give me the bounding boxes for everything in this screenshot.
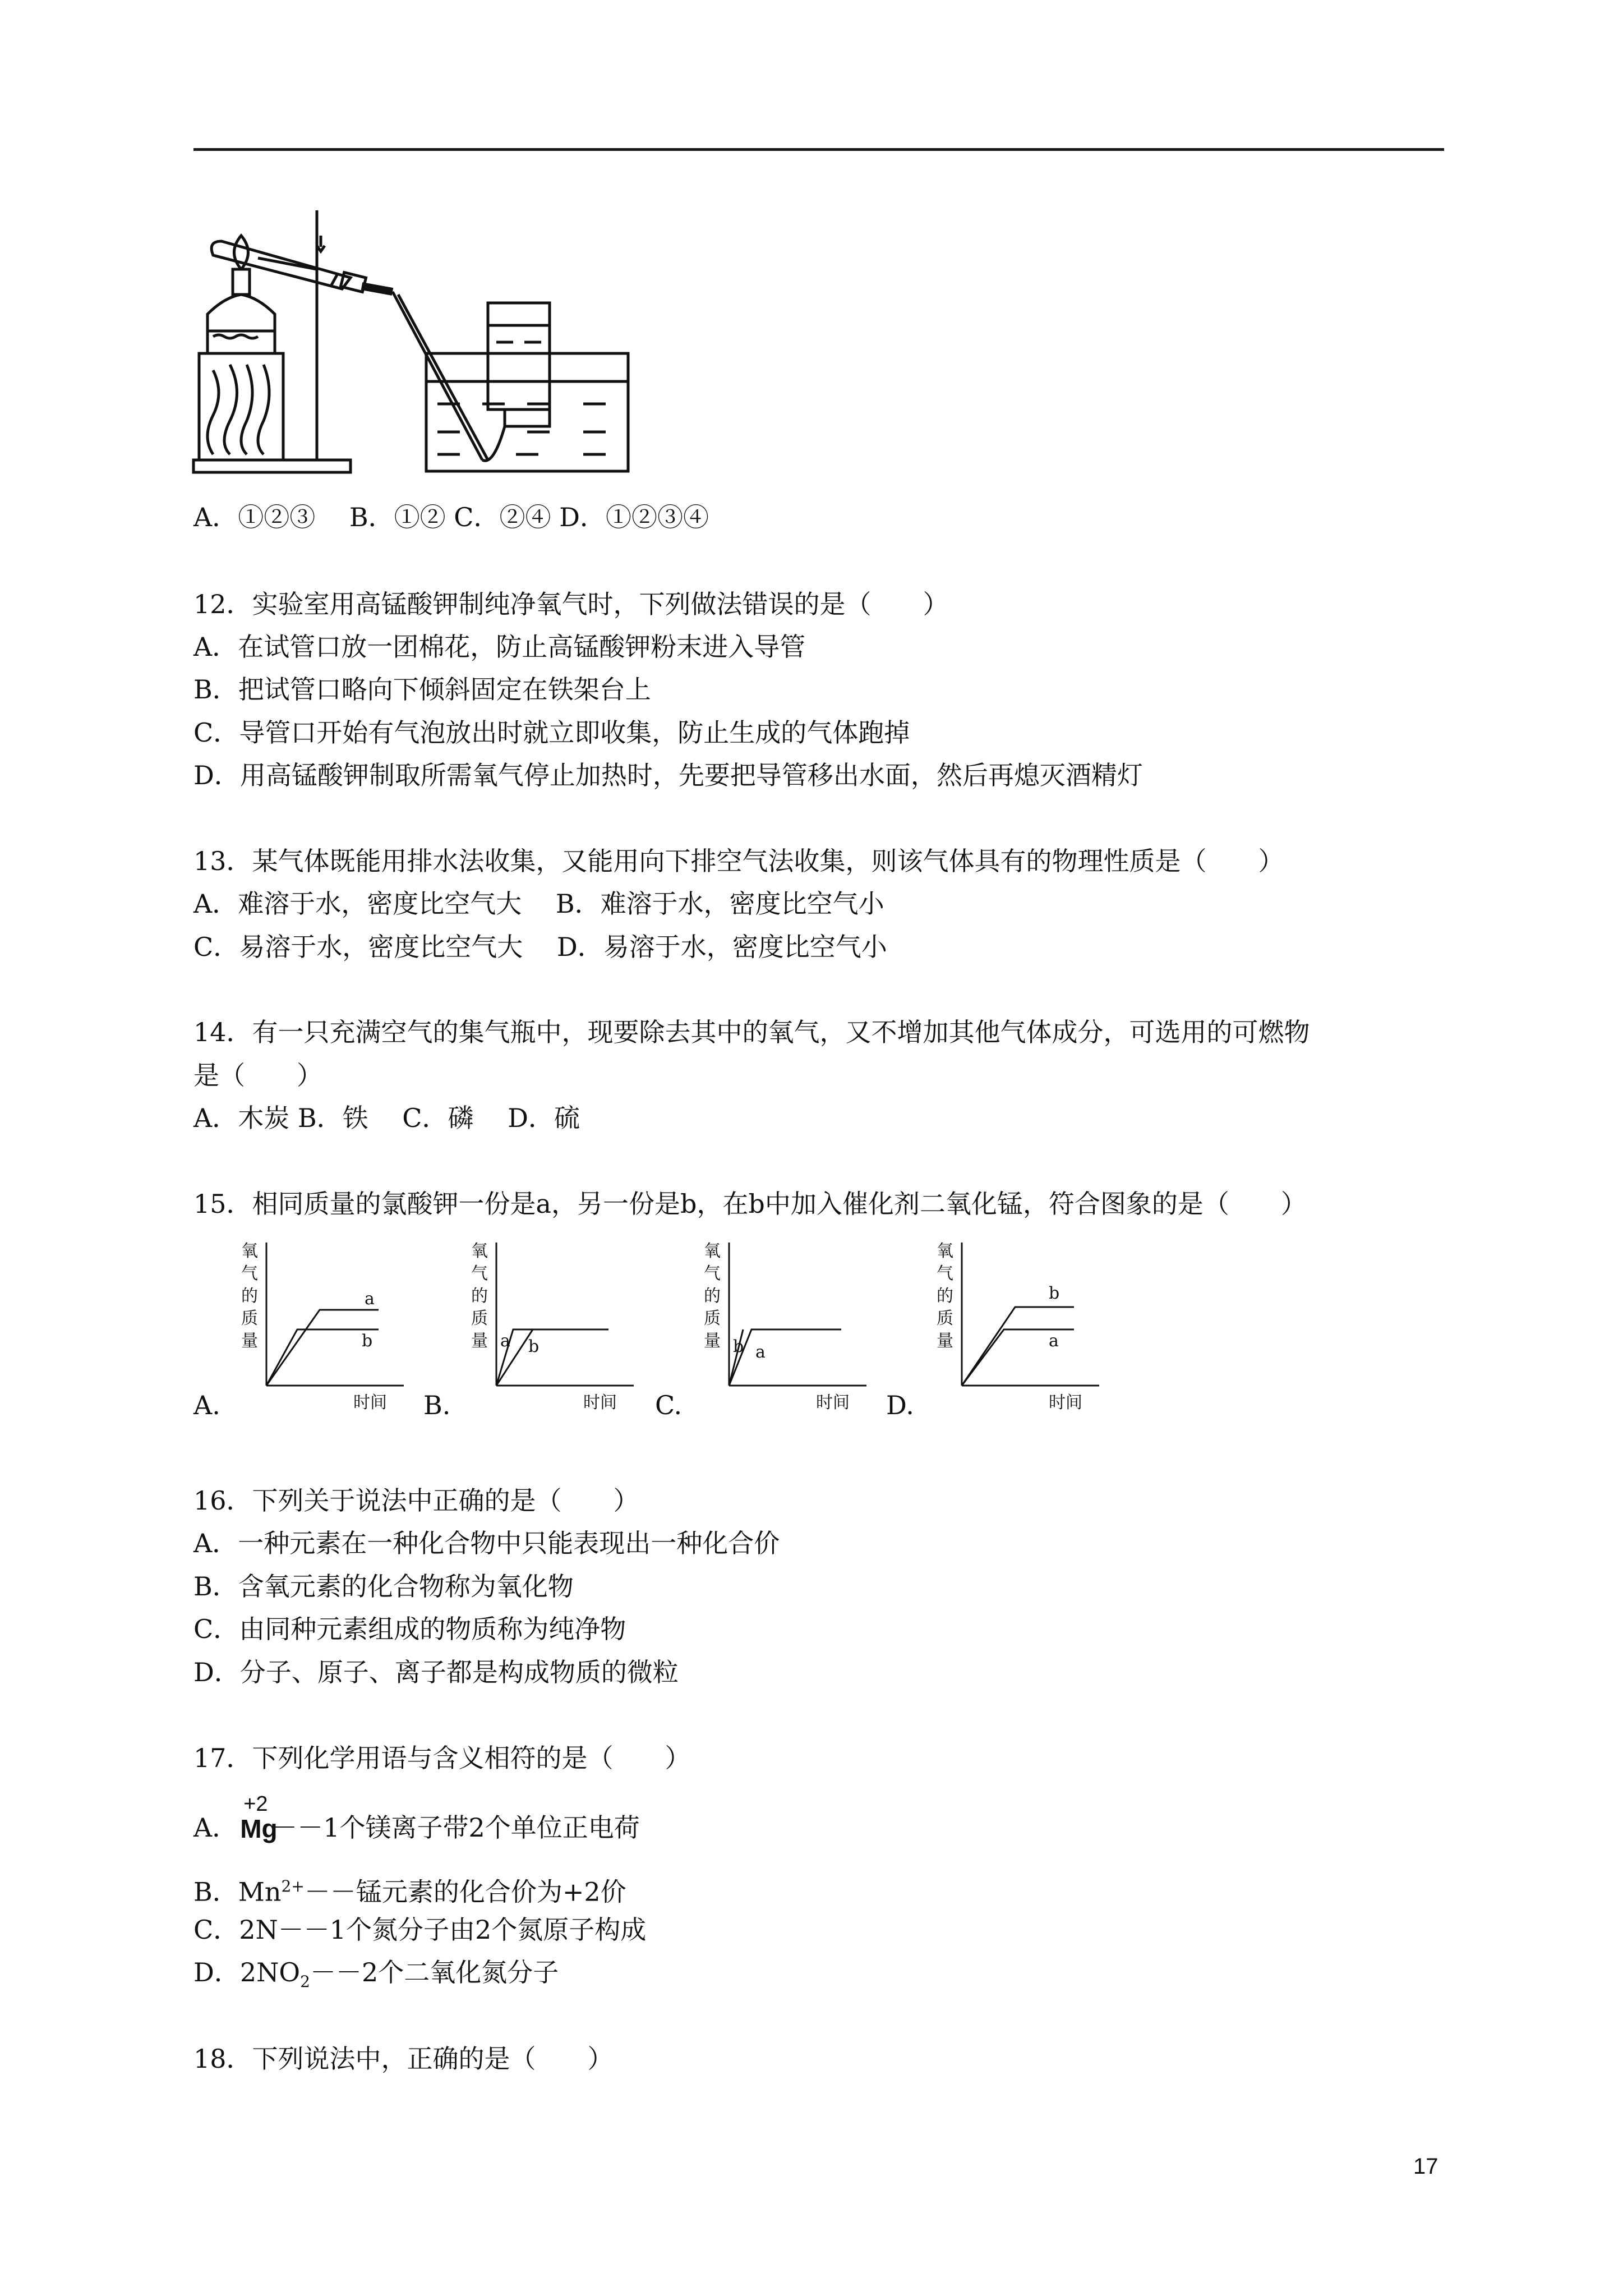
header-rule: [193, 148, 1444, 151]
option-prefix: A．: [193, 1812, 238, 1843]
ylabel-char: 量: [704, 1331, 721, 1351]
q17-option-c: C．2N－－1个氮分子由2个氮原子构成: [193, 1915, 647, 1945]
q15-label-c: C.: [655, 1390, 683, 1420]
q15-graph-c: [698, 1234, 883, 1419]
ylabel-char: 的: [241, 1286, 258, 1306]
page-number: 17: [1413, 2154, 1438, 2179]
ylabel-char: 量: [937, 1331, 953, 1351]
ylabel-char: 质: [704, 1309, 721, 1328]
ylabel-char: 氧: [704, 1241, 721, 1261]
valence-symbol: [238, 1792, 278, 1844]
xlabel: 时间: [583, 1393, 617, 1412]
option-prefix: D．2NO: [193, 1957, 301, 1987]
q15-graph-d: [931, 1234, 1116, 1419]
q17-option-b: [193, 1870, 626, 1908]
q16-option-c: C．由同种元素组成的物质称为纯净物: [193, 1614, 626, 1644]
ylabel-char: 量: [241, 1331, 258, 1351]
ylabel-char: 氧: [241, 1241, 258, 1261]
q16-option-d: D．分子、原子、离子都是构成物质的微粒: [193, 1657, 679, 1687]
q16-stem: 16．下列关于说法中正确的是（ ）: [193, 1485, 639, 1516]
q15-label-a: A.: [193, 1390, 220, 1420]
series-label-a: a: [755, 1342, 766, 1362]
q18-stem: 18．下列说法中，正确的是（ ）: [193, 2044, 614, 2074]
q14-stem-line1: 14．有一只充满空气的集气瓶中，现要除去其中的氧气，又不增加其他气体成分，可选用的可燃物: [193, 1017, 1310, 1047]
xlabel: 时间: [816, 1393, 850, 1412]
series-label-a: a: [365, 1289, 375, 1309]
q15-label-d: D.: [886, 1390, 914, 1420]
ylabel-char: 氧: [471, 1241, 488, 1261]
q17-option-d: [193, 1955, 559, 1999]
element-symbol: Mg: [240, 1814, 278, 1843]
ylabel-char: 气: [937, 1264, 953, 1283]
q12-stem: 12．实验室用高锰酸钾制纯净氧气时，下列做法错误的是（ ）: [193, 589, 949, 619]
valence-charge: +2: [243, 1792, 268, 1816]
option-text: －－锰元素的化合价为+2价: [304, 1876, 626, 1907]
ylabel-char: 质: [241, 1309, 258, 1328]
ylabel-char: 的: [937, 1286, 953, 1306]
series-label-b: b: [733, 1337, 744, 1356]
q13-stem: 13．某气体既能用排水法收集，又能用向下排空气法收集，则该气体具有的物理性质是（ ）: [193, 846, 1284, 876]
ylabel-char: 气: [704, 1264, 721, 1283]
ylabel-char: 质: [471, 1309, 488, 1328]
xlabel: 时间: [353, 1393, 387, 1412]
series-label-a: a: [500, 1331, 510, 1351]
q12-option-c: C．导管口开始有气泡放出时就立即收集，防止生成的气体跑掉: [193, 717, 910, 748]
q13-options-ab: A．难溶于水，密度比空气大 B．难溶于水，密度比空气小: [193, 889, 884, 919]
ylabel-char: 量: [471, 1331, 488, 1351]
ylabel-char: 气: [241, 1264, 258, 1283]
series-label-b: b: [1049, 1283, 1060, 1303]
q14-stem-line2: 是（ ）: [193, 1060, 322, 1091]
q17-stem: 17．下列化学用语与含义相符的是（ ）: [193, 1743, 691, 1773]
series-label-a: a: [1049, 1331, 1059, 1351]
q15-stem: 15．相同质量的氯酸钾一份是a，另一份是b，在b中加入催化剂二氧化锰，符合图象的是（ ）: [193, 1189, 1307, 1219]
apparatus-figure: [191, 202, 639, 494]
option-prefix: B．Mn: [193, 1876, 282, 1907]
option-text: －－1个镁离子带2个单位正电荷: [271, 1812, 640, 1843]
q12-option-b: B．把试管口略向下倾斜固定在铁架台上: [193, 674, 651, 705]
q12-option-a: A．在试管口放一团棉花，防止高锰酸钾粉末进入导管: [193, 632, 806, 662]
q14-options: A．木炭 B．铁 C．磷 D．硫: [193, 1103, 580, 1133]
q16-option-b: B．含氧元素的化合物称为氧化物: [193, 1571, 574, 1602]
option-text: －－2个二氧化氮分子: [310, 1957, 559, 1987]
q15-label-b: B.: [423, 1390, 451, 1420]
ion-charge: 2+: [281, 1877, 305, 1895]
q15-graph-a: [236, 1234, 421, 1419]
q11-options: A．①②③ B．①② C．②④ D．①②③④: [193, 502, 709, 532]
ylabel-char: 气: [471, 1264, 488, 1283]
ylabel-char: 质: [937, 1309, 953, 1328]
q13-options-cd: C．易溶于水，密度比空气大 D．易溶于水，密度比空气小: [193, 932, 887, 962]
q15-graph-b: [465, 1234, 651, 1419]
series-label-b: b: [528, 1337, 540, 1356]
series-label-b: b: [362, 1331, 373, 1351]
subscript: 2: [300, 1972, 310, 1991]
ylabel-char: 氧: [937, 1241, 953, 1261]
q16-option-a: A．一种元素在一种化合物中只能表现出一种化合价: [193, 1528, 780, 1558]
ylabel-char: 的: [704, 1286, 721, 1306]
xlabel: 时间: [1049, 1393, 1082, 1412]
q12-option-d: D．用高锰酸钾制取所需氧气停止加热时，先要把导管移出水面，然后再熄灭酒精灯: [193, 760, 1143, 790]
q17-option-a: [193, 1792, 640, 1844]
ylabel-char: 的: [471, 1286, 488, 1306]
